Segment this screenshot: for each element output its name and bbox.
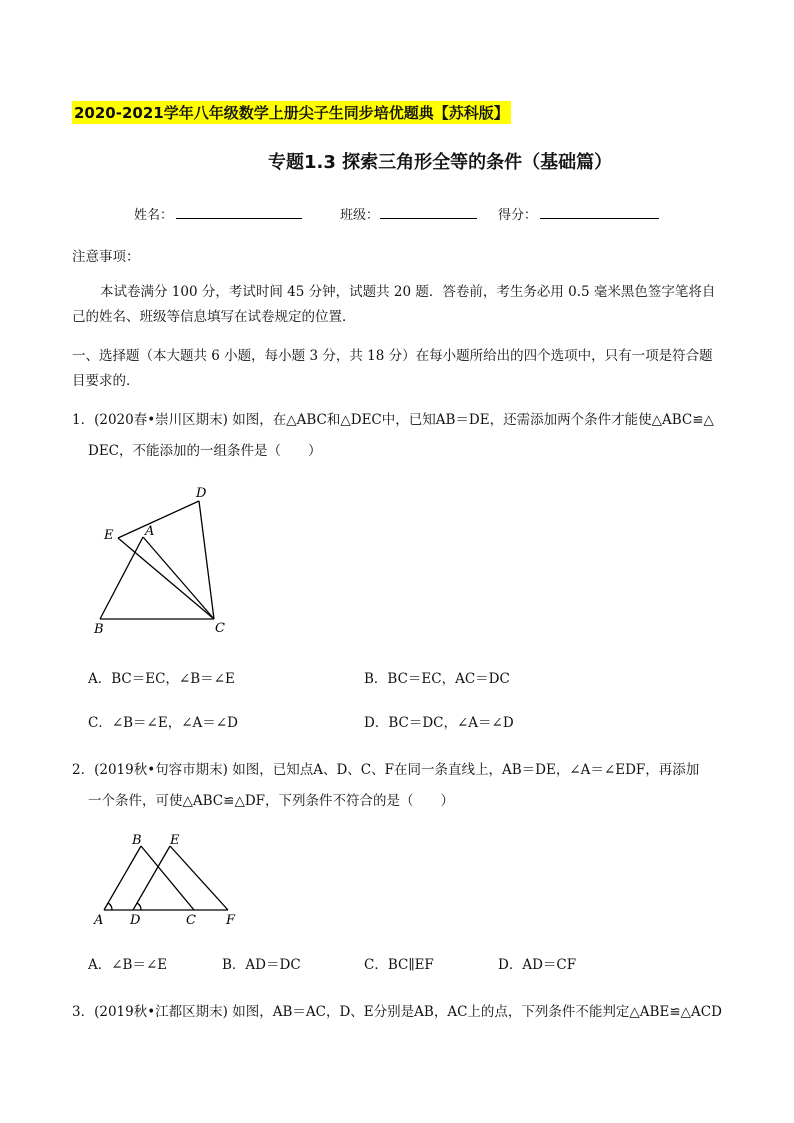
q1-label-a: A [145,524,155,539]
section-line-1: 一、选择题（本大题共 6 小题，每小题 3 分，共 18 分）在每小题所给出的四个选项中，只有一项是符合题 [72,348,713,364]
notes-heading: 注意事项： [72,249,140,265]
q2-segment-de [133,846,170,910]
q2-label-f: F [226,913,236,928]
q2-angle-mark-a [108,903,112,910]
q1-segment-ed [118,501,199,538]
q3-line-1: 3．(2019秋•江都区期末) 如图，AB＝AC，D、E分别是AB，AC上的点，下列条件不能判定△ABE≌△ACD [72,1004,722,1020]
q1-label-c: C [215,621,225,636]
q2-label-e: E [170,833,180,848]
q2-line-2: 一个条件，可使△ABC≌△DF，下列条件不符合的是（ ） [88,793,455,809]
score-field[interactable] [540,218,659,219]
q1-option-d[interactable]: D．BC＝DC，∠A＝∠D [364,715,514,731]
q1-line-1: 1．(2020春•崇川区期末) 如图，在△ABC和△DEC中，已知AB＝DE，还需添加两个条件才能使△ABC≌△ [72,412,714,428]
q2-segment-ef [170,846,228,910]
q2-option-b[interactable]: B．AD＝DC [222,957,301,973]
page-title: 专题1.3 探索三角形全等的条件（基础篇） [268,152,613,173]
q1-label-e: E [104,528,114,543]
class-label: 班级： [340,208,380,223]
notes-line-2: 己的姓名、班级等信息填写在试卷规定的位置． [72,309,356,325]
q1-label-d: D [196,486,207,501]
class-field[interactable] [380,218,477,219]
q2-label-c: C [186,913,196,928]
q2-label-a: A [94,913,104,928]
q2-figure [88,828,248,928]
q2-line-1: 2．(2019秋•句容市期末) 如图，已知点A、D、C、F在同一条直线上，AB＝DE，∠A＝∠EDF，再添加 [72,762,700,778]
q2-option-a[interactable]: A．∠B＝∠E [88,957,168,973]
series-header: 2020-2021学年八年级数学上册尖子生同步培优题典【苏科版】 [72,101,511,124]
q1-segment-ba [100,537,143,619]
q1-segment-dc [199,501,214,619]
q1-label-b: B [94,622,104,637]
q2-option-d[interactable]: D．AD＝CF [498,957,577,973]
q2-option-c[interactable]: C．BC∥EF [364,957,434,973]
notes-line-1: 本试卷满分 100 分，考试时间 45 分钟，试题共 20 题．答卷前，考生务必用 0.5 毫米黑色签字笔将自 [100,284,716,300]
name-field[interactable] [176,218,302,219]
q1-option-a[interactable]: A．BC＝EC，∠B＝∠E [88,671,235,687]
q1-line-2: DEC，不能添加的一组条件是（ ） [88,443,322,459]
q1-segment-ac [143,537,214,619]
q2-segment-ab [104,846,141,910]
score-label: 得分： [498,208,538,223]
q2-angle-mark-d [137,903,141,910]
name-label: 姓名： [134,208,174,223]
q2-segment-bc [141,846,194,910]
q1-figure [90,480,250,640]
q2-label-b: B [132,833,142,848]
q1-option-c[interactable]: C．∠B＝∠E，∠A＝∠D [88,715,238,731]
q1-option-b[interactable]: B．BC＝EC，AC＝DC [364,671,510,687]
q1-segment-ec [118,538,214,619]
q2-label-d: D [130,913,141,928]
section-line-2: 目要求的． [72,373,140,389]
